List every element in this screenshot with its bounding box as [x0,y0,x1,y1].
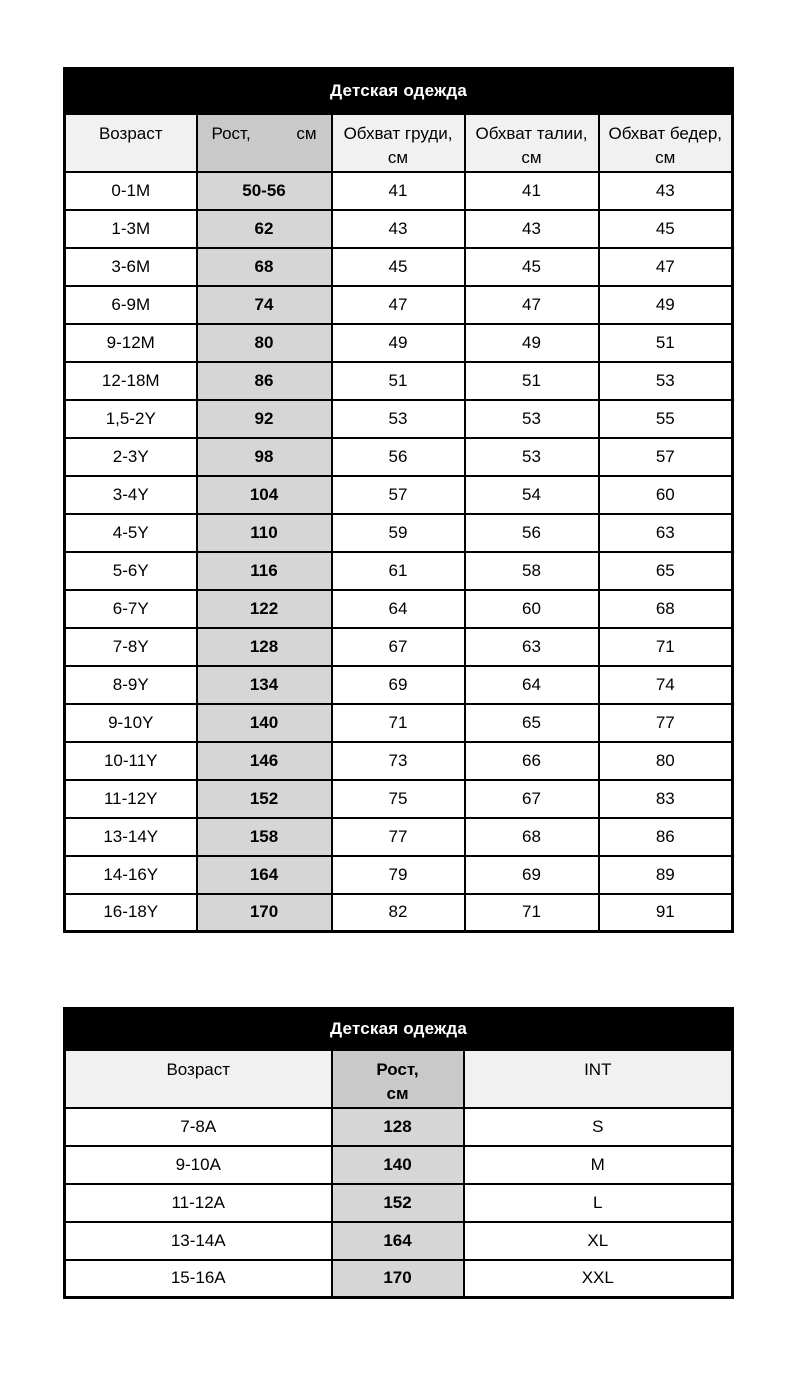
table-row [65,704,733,742]
cell-chest: 49 [332,324,465,362]
cell-hips: 89 [599,856,733,894]
cell-height: 128 [197,628,332,666]
cell-hips: 74 [599,666,733,704]
cell-age: 16-18Y [65,894,197,932]
table-row [65,894,733,932]
table1-title: Детская одежда [65,69,733,114]
cell-int: S [464,1108,733,1146]
cell-height: 62 [197,210,332,248]
cell-height: 110 [197,514,332,552]
cell-height: 158 [197,818,332,856]
table1-col-header-age: Возраст [65,114,197,172]
cell-hips: 51 [599,324,733,362]
cell-height: 146 [197,742,332,780]
table-row [65,780,733,818]
cell-waist: 68 [465,818,599,856]
table2-height-header-unit: см [386,1083,409,1103]
table-row [65,818,733,856]
cell-hips: 65 [599,552,733,590]
cell-age: 4-5Y [65,514,197,552]
cell-hips: 77 [599,704,733,742]
cell-chest: 77 [332,818,465,856]
cell-age: 11-12Y [65,780,197,818]
table-row [65,666,733,704]
cell-chest: 45 [332,248,465,286]
cell-age: 7-8A [65,1108,332,1146]
cell-chest: 51 [332,362,465,400]
cell-waist: 54 [465,476,599,514]
table-row [65,1260,733,1298]
table2-height-header-label: Рост, [376,1059,419,1079]
table-row [65,438,733,476]
table-row [65,362,733,400]
cell-int: XXL [464,1260,733,1298]
cell-chest: 79 [332,856,465,894]
cell-hips: 91 [599,894,733,932]
cell-age: 13-14A [65,1222,332,1260]
cell-chest: 53 [332,400,465,438]
cell-age: 1,5-2Y [65,400,197,438]
table1-waist-header-unit: см [521,147,542,167]
table-row [65,628,733,666]
table1-height-header-label: Рост, [211,123,251,143]
cell-hips: 68 [599,590,733,628]
table2-title: Детская одежда [65,1009,733,1050]
cell-waist: 49 [465,324,599,362]
cell-hips: 43 [599,172,733,210]
cell-age: 14-16Y [65,856,197,894]
cell-age: 8-9Y [65,666,197,704]
cell-waist: 63 [465,628,599,666]
cell-waist: 53 [465,438,599,476]
cell-chest: 67 [332,628,465,666]
cell-height: 128 [332,1108,464,1146]
cell-chest: 73 [332,742,465,780]
cell-waist: 64 [465,666,599,704]
cell-age: 9-10A [65,1146,332,1184]
cell-chest: 41 [332,172,465,210]
table1-col-header-chest [332,114,465,172]
table2-col-header-int: INT [464,1050,733,1108]
table-row [65,1146,733,1184]
cell-hips: 63 [599,514,733,552]
cell-height: 116 [197,552,332,590]
cell-age: 9-10Y [65,704,197,742]
cell-int: L [464,1184,733,1222]
cell-height: 80 [197,324,332,362]
cell-waist: 47 [465,286,599,324]
cell-hips: 55 [599,400,733,438]
table1-hips-header-label: Обхват бедер, [608,123,723,143]
cell-height: 140 [332,1146,464,1184]
table-row [65,400,733,438]
cell-waist: 66 [465,742,599,780]
table1-col-header-waist [465,114,599,172]
cell-chest: 69 [332,666,465,704]
cell-age: 15-16A [65,1260,332,1298]
cell-height: 140 [197,704,332,742]
cell-waist: 43 [465,210,599,248]
cell-height: 134 [197,666,332,704]
table-row [65,856,733,894]
cell-height: 68 [197,248,332,286]
cell-chest: 71 [332,704,465,742]
cell-height: 122 [197,590,332,628]
table1-title-row [65,69,733,114]
cell-waist: 58 [465,552,599,590]
cell-chest: 82 [332,894,465,932]
table1-chest-header-unit: см [387,147,409,167]
cell-int: M [464,1146,733,1184]
cell-age: 3-6M [65,248,197,286]
cell-chest: 61 [332,552,465,590]
cell-waist: 69 [465,856,599,894]
table-row [65,476,733,514]
table2-title-row [65,1009,733,1050]
table2-header-row [65,1050,733,1108]
cell-age: 11-12A [65,1184,332,1222]
cell-hips: 53 [599,362,733,400]
cell-waist: 51 [465,362,599,400]
cell-hips: 57 [599,438,733,476]
table-row [65,1222,733,1260]
cell-height: 164 [332,1222,464,1260]
cell-hips: 47 [599,248,733,286]
table-row [65,210,733,248]
table-row [65,286,733,324]
cell-height: 86 [197,362,332,400]
cell-age: 13-14Y [65,818,197,856]
cell-height: 98 [197,438,332,476]
cell-age: 6-9M [65,286,197,324]
table2-col-header-height [332,1050,464,1108]
cell-height: 104 [197,476,332,514]
cell-waist: 41 [465,172,599,210]
cell-height: 152 [197,780,332,818]
cell-height: 170 [197,894,332,932]
cell-chest: 64 [332,590,465,628]
cell-waist: 56 [465,514,599,552]
table-row [65,1108,733,1146]
table-row [65,248,733,286]
table2-col-header-age: Возраст [65,1050,332,1108]
cell-waist: 65 [465,704,599,742]
table1-col-header-hips [599,114,733,172]
cell-age: 2-3Y [65,438,197,476]
cell-height: 74 [197,286,332,324]
cell-hips: 83 [599,780,733,818]
cell-hips: 80 [599,742,733,780]
table1-body [65,172,733,932]
table2-body [65,1108,733,1298]
cell-age: 0-1M [65,172,197,210]
cell-chest: 59 [332,514,465,552]
cell-age: 9-12M [65,324,197,362]
table-row [65,172,733,210]
cell-height: 170 [332,1260,464,1298]
cell-age: 7-8Y [65,628,197,666]
cell-age: 12-18M [65,362,197,400]
cell-chest: 47 [332,286,465,324]
cell-waist: 45 [465,248,599,286]
cell-hips: 45 [599,210,733,248]
table-row [65,324,733,362]
cell-age: 6-7Y [65,590,197,628]
table1-header-row [65,114,733,172]
table1-head [65,69,733,172]
cell-height: 152 [332,1184,464,1222]
cell-age: 5-6Y [65,552,197,590]
table-row [65,552,733,590]
cell-height: 164 [197,856,332,894]
cell-hips: 60 [599,476,733,514]
cell-hips: 71 [599,628,733,666]
cell-age: 3-4Y [65,476,197,514]
cell-chest: 56 [332,438,465,476]
cell-hips: 49 [599,286,733,324]
table1-waist-header-label: Обхват талии, [475,123,588,143]
kids-size-table-international [63,1007,734,1299]
table2-head [65,1009,733,1108]
table-row [65,514,733,552]
kids-size-table-detailed [63,67,734,933]
cell-waist: 60 [465,590,599,628]
table1-hips-header-unit: см [655,147,676,167]
cell-age: 10-11Y [65,742,197,780]
cell-age: 1-3M [65,210,197,248]
cell-height: 50-56 [197,172,332,210]
table-row [65,590,733,628]
table-row [65,1184,733,1222]
cell-chest: 43 [332,210,465,248]
cell-chest: 75 [332,780,465,818]
cell-waist: 71 [465,894,599,932]
cell-int: XL [464,1222,733,1260]
cell-chest: 57 [332,476,465,514]
table1-col-header-height [197,114,332,172]
table1-chest-header-label: Обхват груди, [343,123,453,143]
cell-height: 92 [197,400,332,438]
cell-hips: 86 [599,818,733,856]
table1-height-header-split [199,122,330,146]
cell-waist: 67 [465,780,599,818]
table1-height-header-unit: см [296,123,317,143]
table-row [65,742,733,780]
cell-waist: 53 [465,400,599,438]
